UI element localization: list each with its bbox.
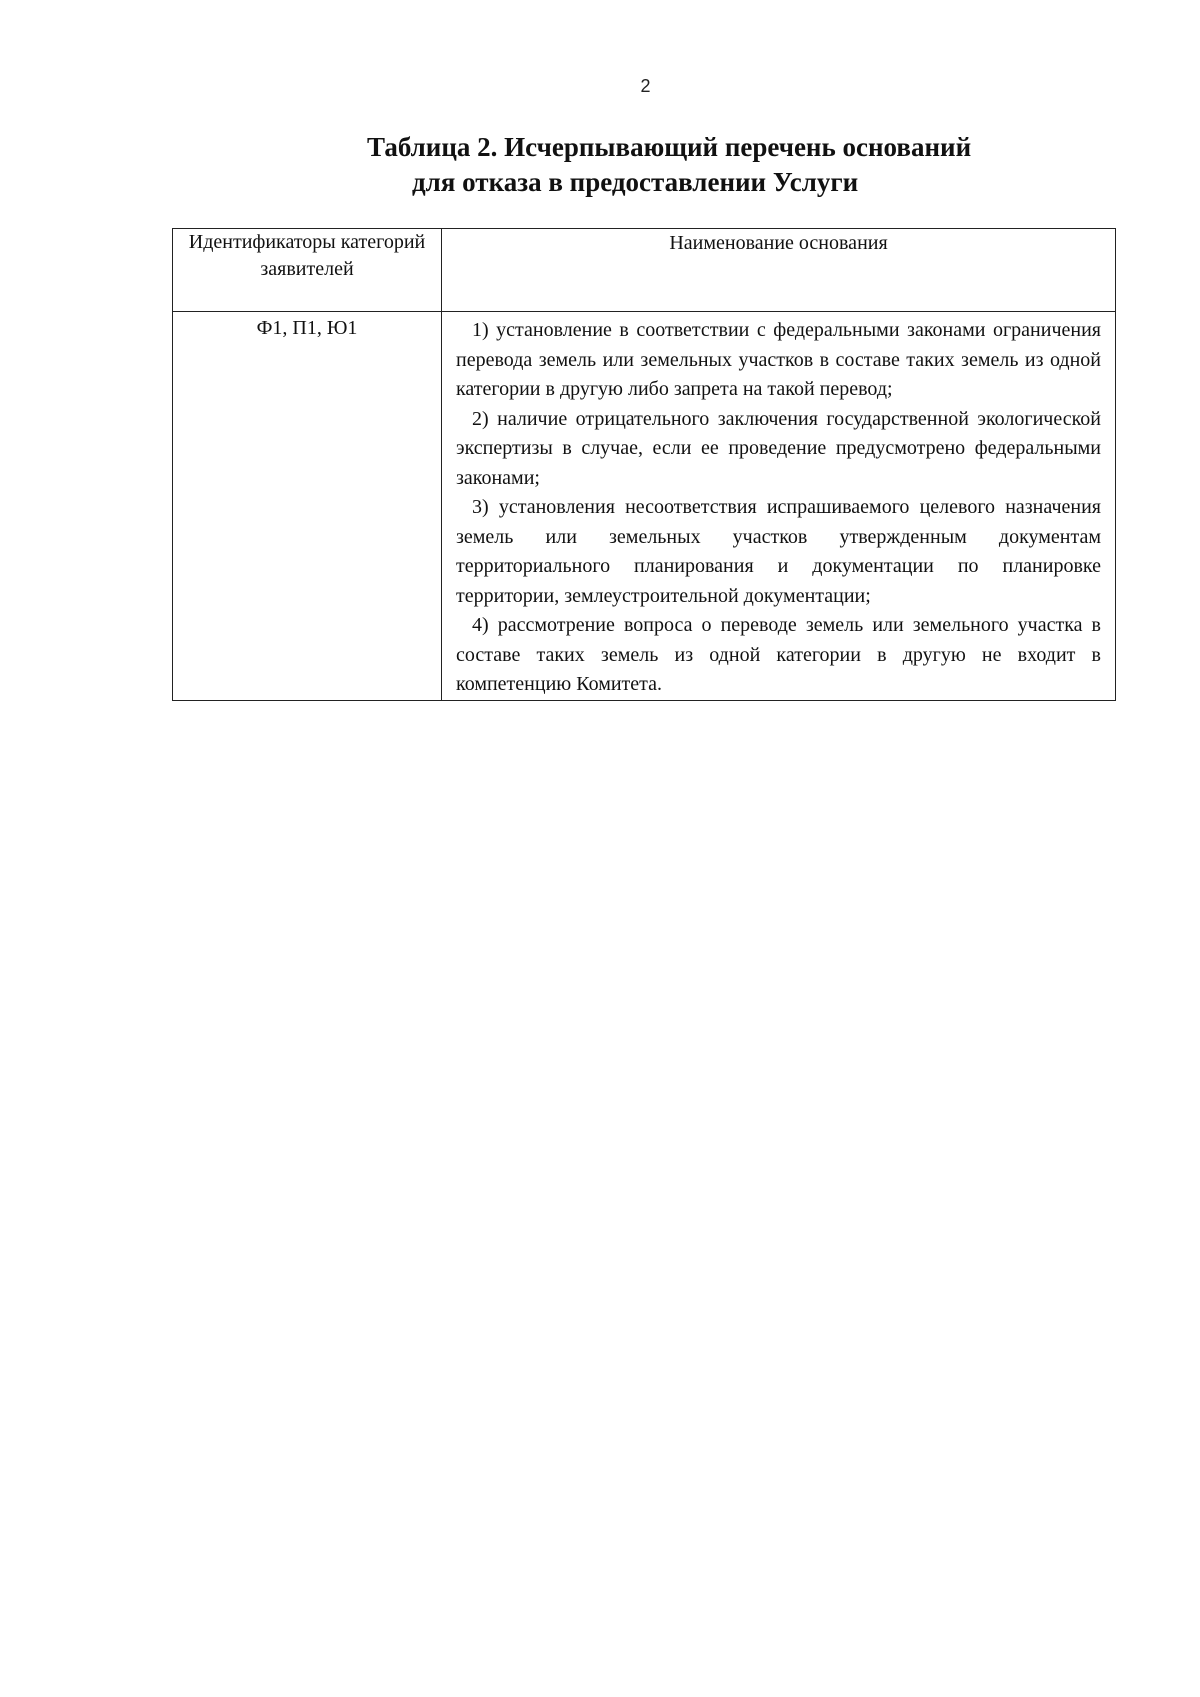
table-header-row	[173, 229, 1116, 312]
header-identifiers: Идентификаторы категорий заявителей	[173, 229, 442, 312]
table-row	[173, 312, 1116, 701]
table-title-line-1: Таблица 2. Исчерпывающий перечень оснований	[367, 132, 972, 162]
row-identifiers: Ф1, П1, Ю1	[173, 312, 442, 701]
ground-item: 3) установления несоответствия испрашиваемого целевого назначения земель или земельных участков утвержденным документам территориального планирования и документации по планировке территории, землеустроительной документации;	[456, 496, 1101, 607]
refusal-grounds-table	[172, 228, 1116, 701]
table-title	[340, 130, 1020, 200]
page-number: 2	[640, 76, 651, 96]
row-grounds	[442, 312, 1116, 701]
header-name: Наименование основания	[442, 229, 1116, 312]
ground-item: 2) наличие отрицательного заключения государственной экологической экспертизы в случае, если ее проведение предусмотрено федеральными законами;	[456, 407, 1101, 489]
ground-item: 4) рассмотрение вопроса о переводе земель или земельного участка в составе таких земель из одной категории в другую не входит в компетенцию Комитета.	[456, 614, 1101, 695]
ground-item: 1) установление в соответствии с федеральными законами ограничения перевода земель или земельных участков в составе таких земель из одной категории в другую либо запрета на такой перевод;	[456, 319, 1101, 400]
table-title-line-2: для отказа в предоставлении Услуги	[412, 167, 859, 197]
